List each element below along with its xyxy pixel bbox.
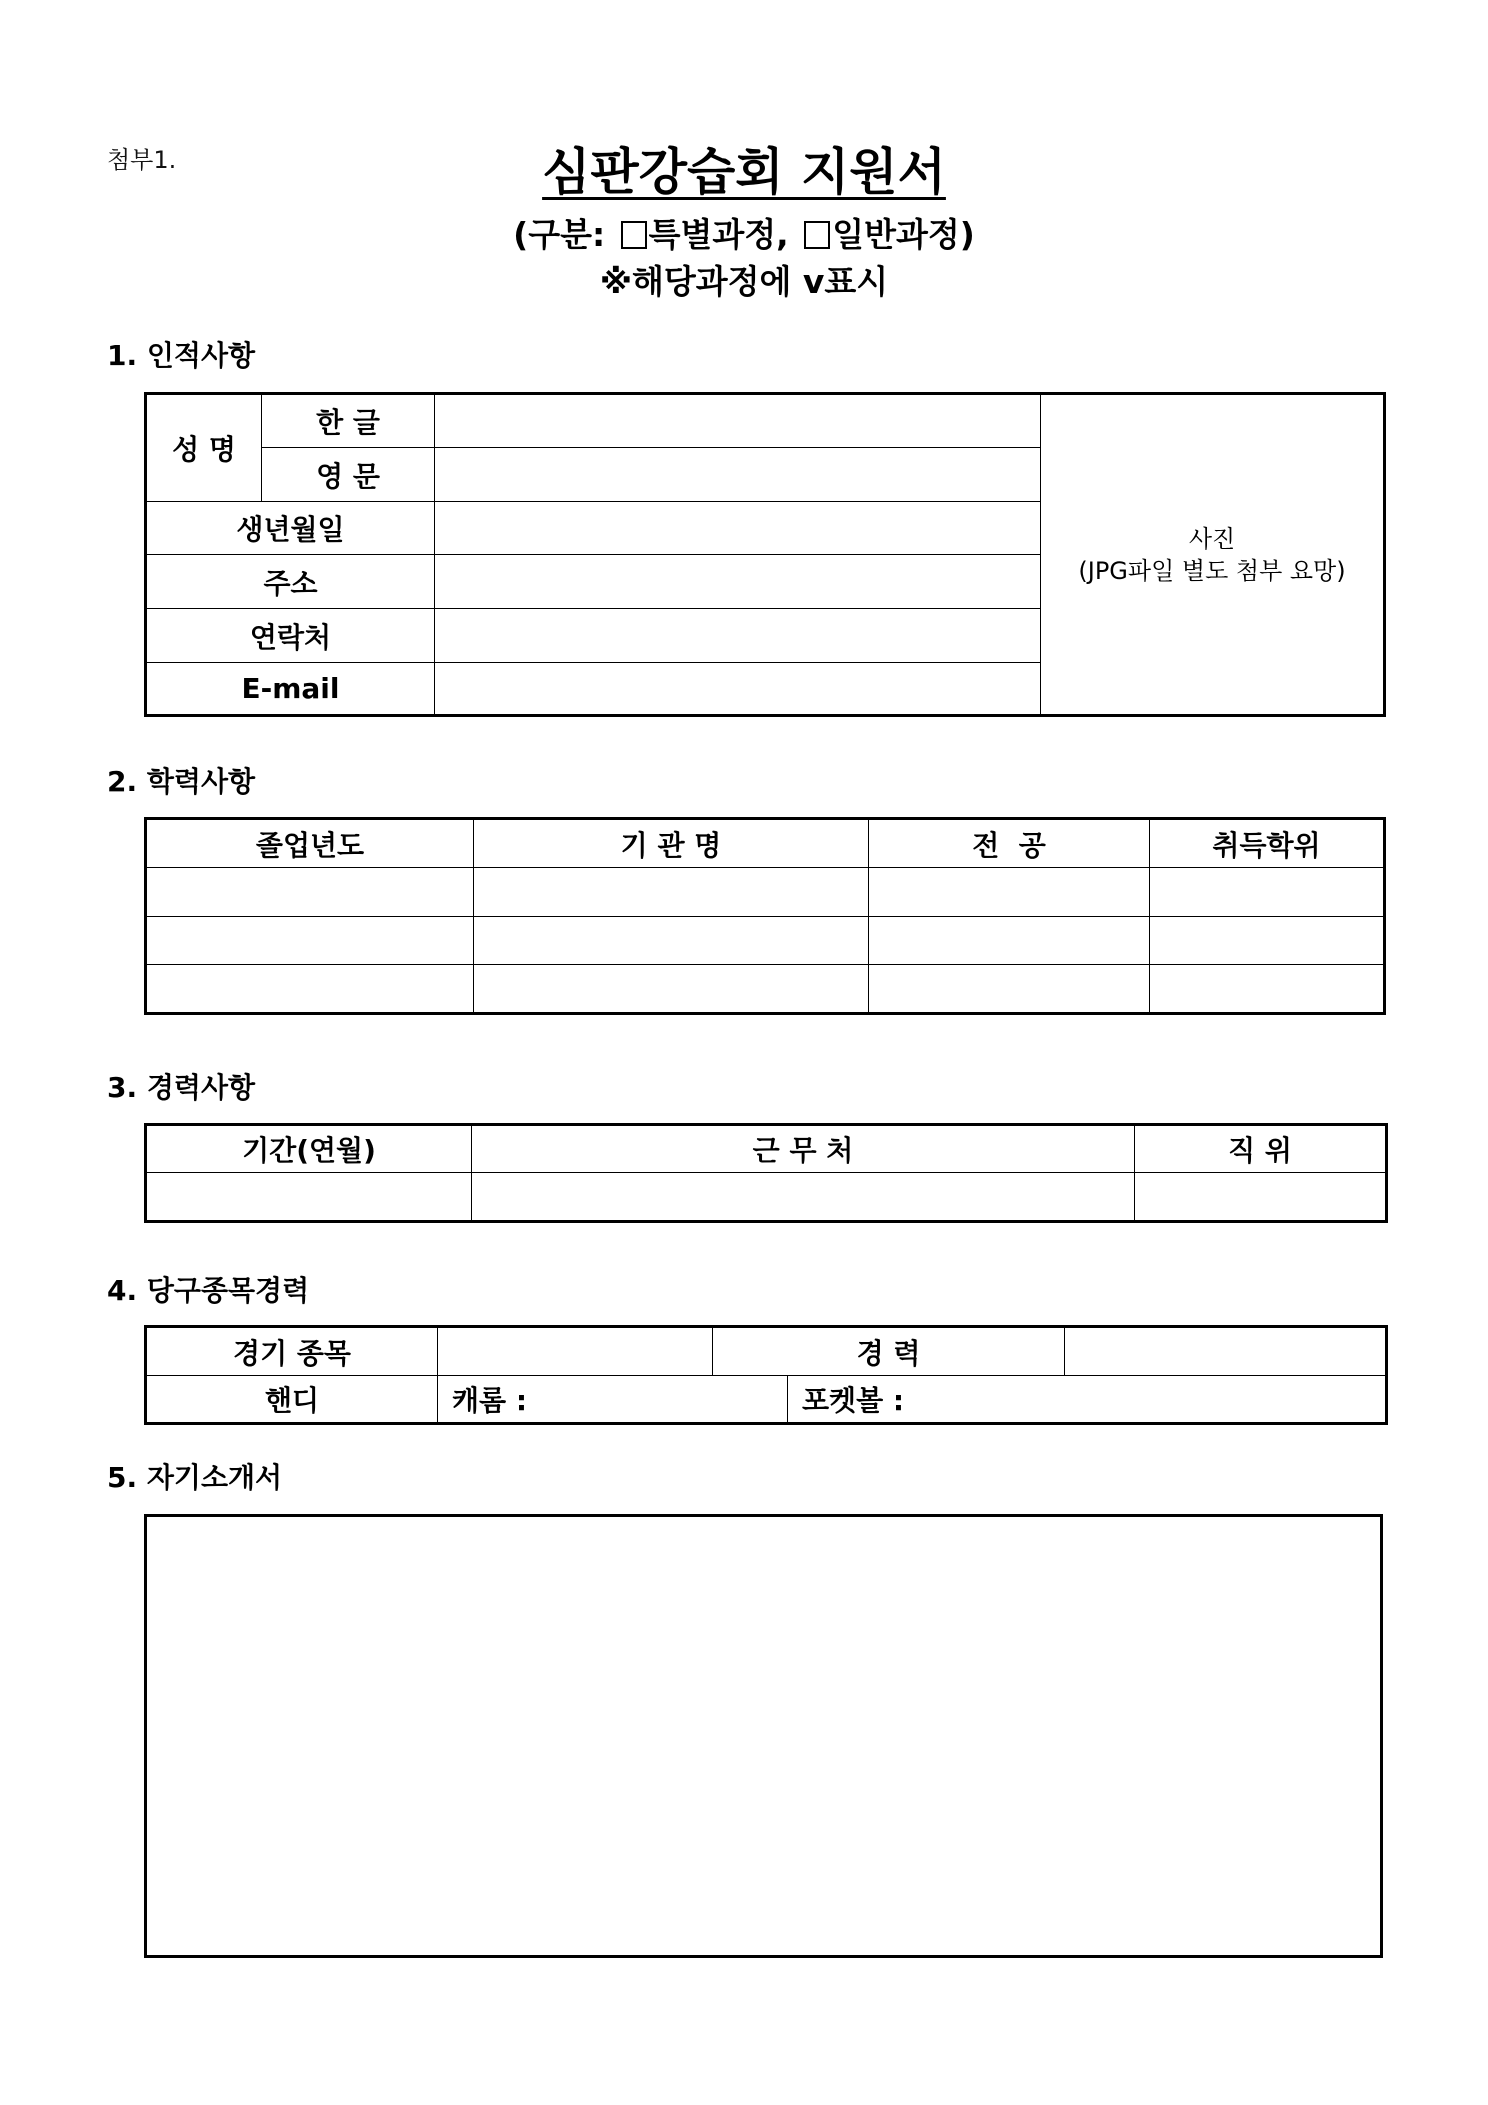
attachment-label: 첨부1. [107,146,177,174]
section-education-title: 2. 학력사항 [107,765,256,798]
special-course-label: 특별과정, [648,215,789,254]
course-selection-prefix: (구분: [513,215,617,254]
table-row [146,917,1385,965]
section-intro-title: 5. 자기소개서 [107,1461,283,1494]
billiards-career-field[interactable] [1065,1327,1387,1376]
graduation-year-header: 졸업년도 [146,819,474,868]
table-row [146,868,1385,917]
pocket-label: 포켓볼 : [802,1384,905,1417]
carom-label: 캐롬 : [452,1384,528,1417]
general-course-label: 일반과정) [832,215,975,254]
major-header: 전 공 [869,819,1150,868]
name-label: 성 명 [146,394,262,502]
english-name-field[interactable] [435,448,1041,502]
email-field[interactable] [435,663,1041,716]
handicap-label: 핸디 [146,1376,438,1424]
institution-field[interactable] [474,868,869,917]
carom-field[interactable] [438,1376,788,1424]
pocket-field[interactable] [788,1376,1387,1424]
major-field[interactable] [869,917,1150,965]
form-title-text: 심판강습회 지원서 [542,143,946,201]
billiards-career-table [144,1325,1388,1425]
special-course-checkbox[interactable] [621,221,647,249]
photo-label: 사진 [1188,524,1236,553]
birth-date-field[interactable] [435,502,1041,555]
graduation-year-field[interactable] [146,868,474,917]
event-label: 경기 종목 [146,1327,438,1376]
period-header: 기간(연월) [146,1125,472,1173]
korean-name-field[interactable] [435,394,1041,448]
degree-header: 취득학위 [1150,819,1385,868]
event-field[interactable] [438,1327,713,1376]
major-field[interactable] [869,868,1150,917]
form-title [0,142,1488,202]
table-row [146,965,1385,1014]
self-introduction-field[interactable] [144,1514,1383,1958]
graduation-year-field[interactable] [146,965,474,1014]
photo-note: (JPG파일 별도 첨부 요망) [1078,556,1346,585]
position-header: 직 위 [1135,1125,1387,1173]
address-field[interactable] [435,555,1041,609]
period-field[interactable] [146,1173,472,1222]
table-row [146,1173,1387,1222]
course-selection [0,212,1488,258]
workplace-header: 근 무 처 [472,1125,1135,1173]
english-name-label: 영 문 [262,448,435,502]
contact-field[interactable] [435,609,1041,663]
workplace-field[interactable] [472,1173,1135,1222]
email-label: E-mail [146,663,435,716]
photo-area[interactable] [1041,394,1385,716]
birth-date-label: 생년월일 [146,502,435,555]
position-field[interactable] [1135,1173,1387,1222]
general-course-checkbox[interactable] [804,221,830,249]
section-career-title: 3. 경력사항 [107,1071,256,1104]
billiards-career-label: 경 력 [713,1327,1065,1376]
institution-field[interactable] [474,917,869,965]
career-table [144,1123,1388,1223]
education-table [144,817,1386,1015]
check-instruction-note: ※해당과정에 v표시 [599,262,889,301]
graduation-year-field[interactable] [146,917,474,965]
institution-field[interactable] [474,965,869,1014]
section-billiards-title: 4. 당구종목경력 [107,1274,310,1307]
institution-header: 기 관 명 [474,819,869,868]
korean-name-label: 한 글 [262,394,435,448]
degree-field[interactable] [1150,917,1385,965]
major-field[interactable] [869,965,1150,1014]
address-label: 주소 [146,555,435,609]
section-personal-title: 1. 인적사항 [107,339,256,372]
contact-label: 연락처 [146,609,435,663]
personal-info-table [144,392,1386,717]
degree-field[interactable] [1150,965,1385,1014]
degree-field[interactable] [1150,868,1385,917]
